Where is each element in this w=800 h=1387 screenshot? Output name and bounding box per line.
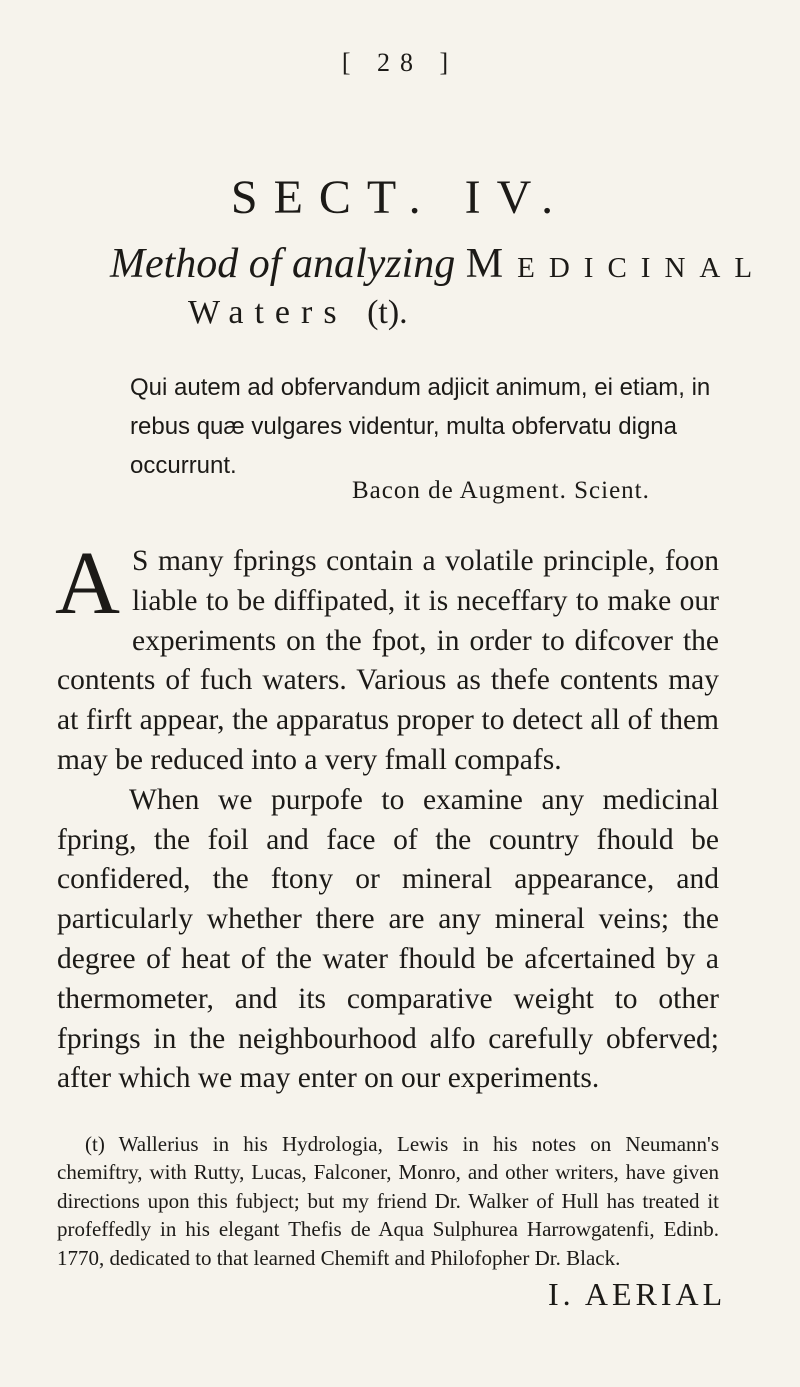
section-title-line2 (188, 294, 408, 332)
epigraph-attribution: Bacon de Augment. Scient. (352, 477, 650, 504)
footnote (57, 1130, 719, 1272)
title-footnote-ref: (t). (367, 294, 408, 331)
title-waters: Waters (188, 294, 348, 331)
drop-cap: A (55, 534, 120, 633)
title-italic: Method of analyzing (110, 241, 456, 287)
title-caps: Medicinal (465, 241, 767, 287)
epigraph: Qui autem ad obfervandum adjicit animum, ei etiam, in rebus quæ vulgares videntur, multa obfervatu digna occurrunt. (130, 374, 711, 479)
section-heading: SECT. IV. (230, 171, 570, 224)
paragraph-2: When we purpofe to examine any medicinal fpring, the foil and face of the country fhould be confidered, the ftony or mineral appearance, and particularly whether there are any mineral veins; the degree of heat of the water fhould be afcertained by a thermometer, and its comparative weight to other fprings in the neighbourhood alfo carefully obferved; after which we may enter on our experiments. (57, 783, 719, 1095)
paragraph-1-text: S many fprings contain a volatile principle, foon liable to be diffipated, it is neceffary to make our experiments on the fpot, in order to difcover the contents of fuch waters. Various as thefe contents may at firft appear, the apparatus proper to detect all of them may be reduced into a very fmall compafs. (57, 545, 719, 776)
body-text (55, 534, 719, 1099)
paragraph-1 (55, 534, 719, 781)
catchword: I. AERIAL (548, 1276, 727, 1312)
page-number: [ 28 ] (341, 48, 459, 77)
footnote-text: (t) Wallerius in his Hydrologia, Lewis in his notes on Neumann's chemiftry, with Rutty, Lucas, Falconer, Monro, and other writers, have given directions upon this fubject; but my friend Dr. Walker of Hull has treated it profeffedly in his elegant Thefis de Aqua Sulphurea Harrowgatenfi, Edinb. 1770, dedicated to that learned Chemift and Philofopher Dr. Black. (57, 1132, 719, 1270)
section-title (110, 240, 766, 288)
